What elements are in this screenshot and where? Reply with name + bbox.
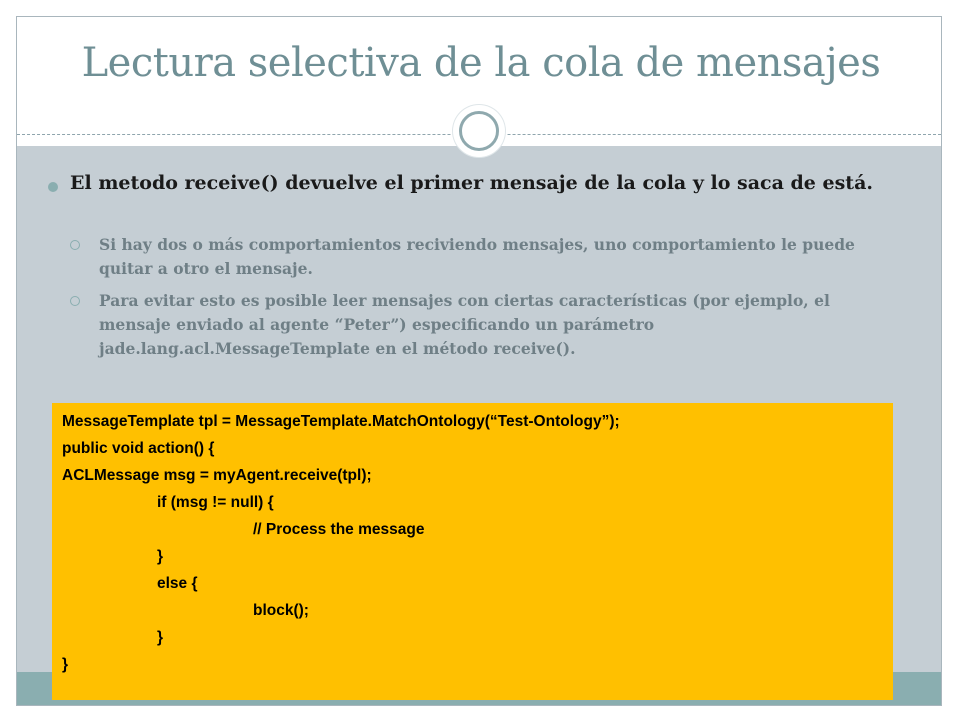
code-line: public void action() { bbox=[62, 440, 215, 457]
slide-title: Lectura selectiva de la cola de mensajes bbox=[81, 40, 881, 86]
bullet-dot-icon bbox=[48, 182, 58, 192]
ring-icon bbox=[459, 111, 499, 151]
code-line: block(); bbox=[253, 602, 309, 619]
code-line: } bbox=[157, 548, 164, 565]
sub-bullet-circle-icon bbox=[70, 240, 80, 250]
code-line: else { bbox=[157, 575, 198, 592]
code-line: } bbox=[62, 656, 69, 673]
code-line: ACLMessage msg = myAgent.receive(tpl); bbox=[62, 467, 372, 484]
sub-bullet-text-1: Si hay dos o más comportamientos reciviendo mensajes, uno comportamiento le puede quitar a otro el mensaje. bbox=[99, 235, 855, 278]
code-snippet-box bbox=[52, 403, 893, 700]
sub-bullet-text-2: Para evitar esto es posible leer mensajes con ciertas características (por ejemplo, el mensaje enviado al agente “Peter”) especificando un parámetro jade.lang.acl.MessageTemplate en el método receive(). bbox=[99, 291, 830, 358]
main-bullet-text: El metodo receive() devuelve el primer mensaje de la cola y lo saca de está. bbox=[70, 172, 874, 194]
code-line: if (msg != null) { bbox=[157, 494, 274, 511]
code-line: MessageTemplate tpl = MessageTemplate.MatchOntology(“Test-Ontology”); bbox=[62, 413, 620, 430]
sub-bullet-circle-icon bbox=[70, 296, 80, 306]
code-line: // Process the message bbox=[253, 521, 425, 538]
code-line: } bbox=[157, 629, 164, 646]
